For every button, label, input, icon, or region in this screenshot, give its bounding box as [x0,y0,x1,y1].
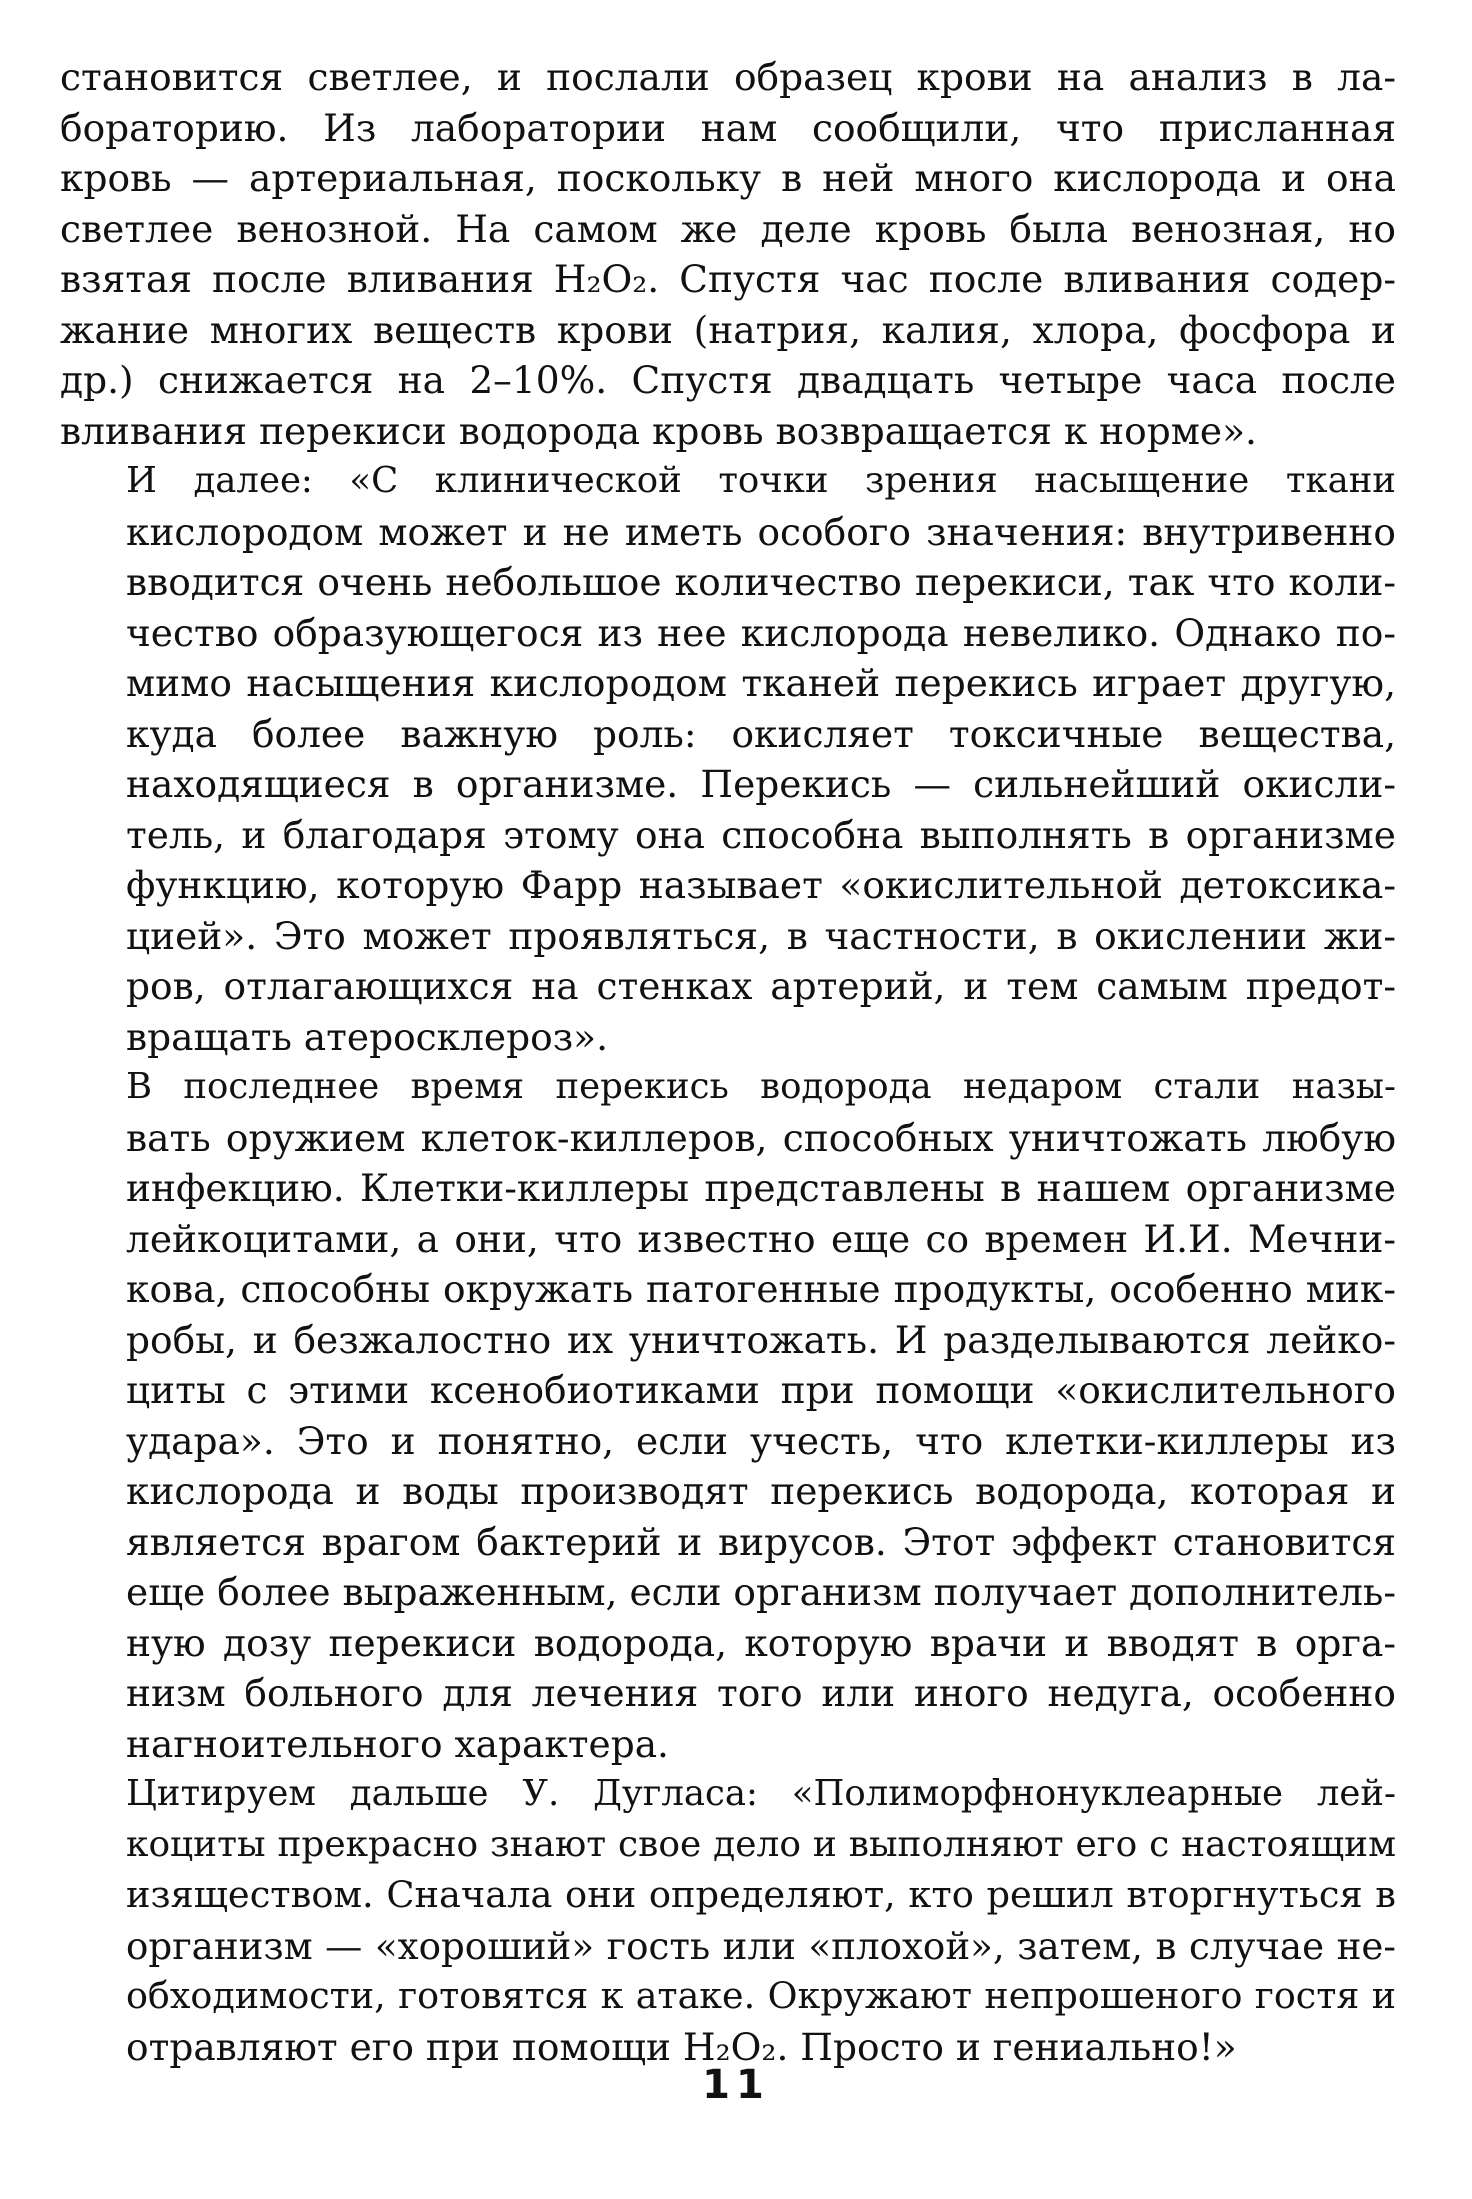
paragraph-4 [60,1769,1396,2072]
page-number: 11 [702,2062,770,2108]
text-line: др.) снижается на 2–10%. Спустя двадцать четыре часа после [60,358,1396,402]
text-line: организм — «хороший» гость или «плохой», затем, в случае не- [126,1923,1396,1968]
text-line: тель, и благодаря этому она способна выполнять в организме [126,812,1396,857]
text-line: бораторию. Из лаборатории нам сообщили, что присланная [60,105,1396,150]
text-line: кислорода и воды производят перекись водорода, которая и [126,1469,1396,1513]
text-line: взятая после вливания H₂O₂. Спустя час после вливания содер- [60,257,1396,301]
text-line: кровь — артериальная, поскольку в ней много кислорода и она [60,156,1396,200]
text-line: функцию, которую Фарр называет «окислительной детоксика- [126,863,1396,907]
text-line: Цитируем дальше У. Дугласа: «Полиморфнонуклеарные лей- [126,1773,1396,1814]
text-line: вать оружием клеток-киллеров, способных уничтожать любую [126,1115,1396,1160]
text-line: вращать атеросклероз». [126,1014,609,1059]
page-body [60,52,1396,2072]
text-line: находящиеся в организме. Перекись — сильнейший окисли- [126,762,1396,806]
text-line: лейкоцитами, а они, что известно еще со времен И.И. Мечни- [126,1216,1396,1261]
text-line: становится светлее, и послали образец крови на анализ в ла- [60,55,1396,99]
text-line: ров, отлагающихся на стенках артерий, и тем самым предот- [126,964,1396,1008]
paragraph-1 [60,52,1396,456]
text-line: изяществом. Сначала они определяют, кто решил вторгнуться в [126,1873,1396,1916]
text-line: отравляют его при помощи H₂O₂. Просто и гениально!» [126,2024,1237,2069]
paragraph-2 [60,456,1396,1062]
text-line: вливания перекиси водорода кровь возвращается к норме». [60,408,1257,453]
text-line: цией». Это может проявляться, в частности, в окислении жи- [126,913,1396,958]
text-line: В последнее время перекись водорода недаром стали назы- [126,1066,1396,1107]
text-line: мимо насыщения кислородом тканей перекись играет другую, [126,661,1396,705]
text-line: инфекцию. Клетки-киллеры представлены в нашем организме [126,1166,1396,1210]
text-line: низм больного для лечения того или иного недуга, особенно [126,1671,1396,1715]
text-line: куда более важную роль: окисляет токсичные вещества, [126,711,1396,756]
text-line: робы, и безжалостно их уничтожать. И разделываются лейко- [126,1317,1396,1362]
text-line: чество образующегося из нее кислорода невелико. Однако по- [126,610,1396,655]
text-line: вводится очень небольшое количество перекиси, так что коли- [126,560,1396,604]
text-line: обходимости, готовятся к атаке. Окружают непрошеного гостя и [126,1974,1396,2017]
text-line: жание многих веществ крови (натрия, калия, хлора, фосфора и [60,307,1396,352]
text-line: удара». Это и понятно, если учесть, что клетки-киллеры из [126,1418,1396,1463]
text-line: ную дозу перекиси водорода, которую врачи и вводят в орга- [126,1620,1396,1665]
text-line: является врагом бактерий и вирусов. Этот эффект становится [126,1519,1396,1564]
text-line: И далее: «С клинической точки зрения насыщение ткани [126,460,1396,501]
text-line: еще более выраженным, если организм получает дополнитель- [126,1570,1396,1614]
text-line: кислородом может и не иметь особого значения: внутривенно [126,509,1396,554]
paragraph-3 [60,1062,1396,1769]
text-line: коциты прекрасно знают свое дело и выполняют его с настоящим [126,1823,1396,1865]
text-line: нагноительного характера. [126,1721,669,1766]
text-line: светлее венозной. На самом же деле кровь была венозная, но [60,206,1396,251]
text-line: циты с этими ксенобиотиками при помощи «окислительного [126,1368,1396,1412]
text-line: кова, способны окружать патогенные продукты, особенно мик- [126,1267,1396,1311]
